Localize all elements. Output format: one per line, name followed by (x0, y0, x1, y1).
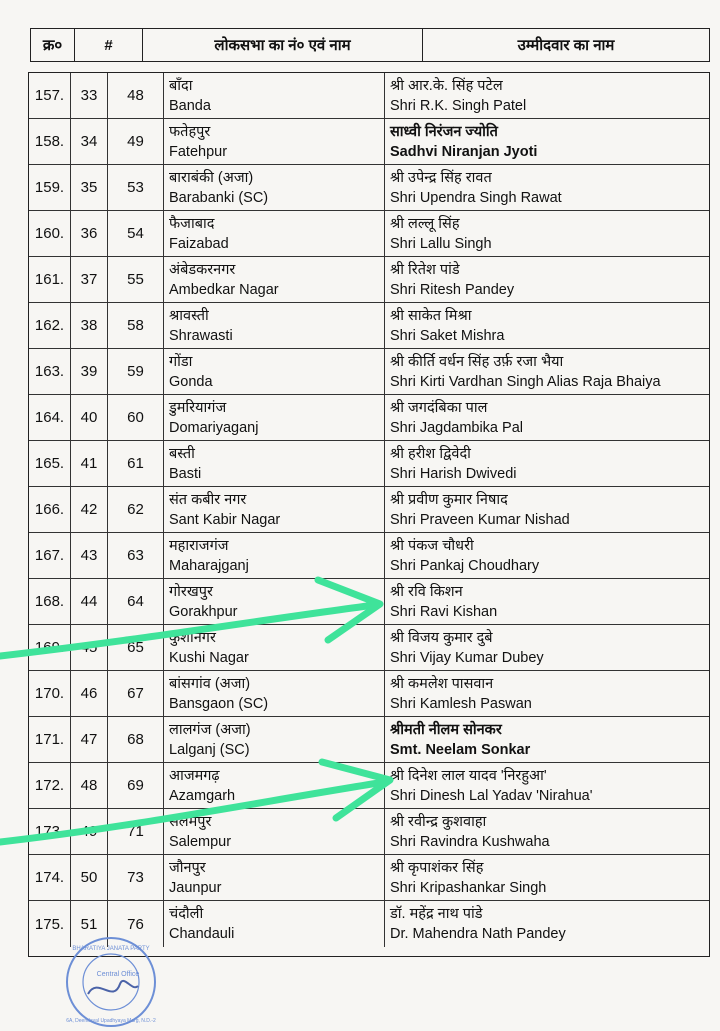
candidate-name-hindi: श्रीमती नीलम सोनकर (390, 721, 502, 738)
constituency-number: 69 (108, 763, 164, 808)
constituency-name-hindi: आजमगढ़ (169, 767, 220, 784)
candidate-name-hindi: श्री जगदंबिका पाल (390, 399, 488, 416)
header-constituency: लोकसभा का नं० एवं नाम (143, 29, 423, 61)
header-candidate: उम्मीदवार का नाम (517, 37, 615, 54)
candidate-name (385, 855, 709, 900)
serial-number: 163. (29, 349, 71, 394)
constituency-name-hindi: कुशीनगर (169, 629, 216, 646)
signature-icon (88, 981, 138, 994)
list-number: 42 (71, 487, 108, 532)
constituency-name (164, 809, 385, 854)
candidate-table (28, 72, 710, 957)
constituency-name-english: Fatehpur (169, 143, 228, 160)
table-row (29, 441, 709, 487)
constituency-name (164, 303, 385, 348)
candidate-name (385, 717, 709, 762)
constituency-name-hindi: बस्ती (169, 445, 195, 462)
candidate-name-hindi: श्री कीर्ति वर्धन सिंह उर्फ़ रजा भैया (390, 353, 564, 370)
list-number: 48 (71, 763, 108, 808)
constituency-name-english: Lalganj (SC) (169, 741, 250, 758)
header-hash: # (75, 29, 143, 61)
candidate-name-english: Shri Jagdambika Pal (390, 419, 523, 436)
candidate-name-english: Shri Upendra Singh Rawat (390, 189, 562, 206)
serial-number: 160. (29, 211, 71, 256)
constituency-name-english: Ambedkar Nagar (169, 281, 279, 298)
constituency-name-hindi: अंबेडकरनगर (169, 261, 236, 278)
table-row (29, 855, 709, 901)
list-number: 38 (71, 303, 108, 348)
constituency-name (164, 625, 385, 670)
candidate-name-english: Smt. Neelam Sonkar (390, 741, 531, 758)
candidate-name (385, 579, 709, 624)
candidate-name-hindi: श्री लल्लू सिंह (390, 215, 460, 232)
candidate-name-hindi: श्री साकेत मिश्रा (390, 307, 472, 324)
table-row (29, 257, 709, 303)
serial-number: 158. (29, 119, 71, 164)
constituency-number: 58 (108, 303, 164, 348)
candidate-name-english: Shri Praveen Kumar Nishad (390, 511, 570, 528)
table-header (30, 28, 710, 62)
serial-number: 166. (29, 487, 71, 532)
list-number: 39 (71, 349, 108, 394)
candidate-name-english: Shri Pankaj Choudhary (390, 557, 540, 574)
candidate-name-hindi: श्री पंकज चौधरी (390, 537, 474, 554)
header-serial: क्र० (31, 29, 75, 61)
list-number: 33 (71, 73, 108, 118)
table-row (29, 303, 709, 349)
serial-number: 165. (29, 441, 71, 486)
candidate-name-hindi: श्री आर.के. सिंह पटेल (390, 77, 503, 94)
candidate-name-hindi: श्री कृपाशंकर सिंह (390, 859, 484, 876)
serial-number: 175. (29, 901, 71, 947)
constituency-name (164, 349, 385, 394)
constituency-name-english: Barabanki (SC) (169, 189, 269, 206)
serial-number: 164. (29, 395, 71, 440)
candidate-name-english: Shri Kripashankar Singh (390, 879, 547, 896)
candidate-name (385, 809, 709, 854)
table-row (29, 671, 709, 717)
constituency-name-english: Faizabad (169, 235, 229, 252)
constituency-name-hindi: सलेमपुर (169, 813, 212, 830)
constituency-name (164, 257, 385, 302)
constituency-name-hindi: महाराजगंज (169, 537, 229, 554)
serial-number: 168. (29, 579, 71, 624)
table-row (29, 533, 709, 579)
candidate-name (385, 119, 709, 164)
table-row (29, 349, 709, 395)
candidate-name (385, 349, 709, 394)
constituency-name-hindi: बाराबंकी (अजा) (169, 169, 254, 186)
constituency-number: 67 (108, 671, 164, 716)
candidate-name-english: Shri Kamlesh Paswan (390, 695, 532, 712)
list-number: 49 (71, 809, 108, 854)
seal-inner-text: Central Office (96, 971, 140, 978)
list-number: 45 (71, 625, 108, 670)
constituency-name-hindi: लालगंज (अजा) (169, 721, 251, 738)
candidate-name-hindi: श्री विजय कुमार दुबे (390, 629, 493, 646)
constituency-name (164, 901, 385, 947)
candidate-name-english: Shri Saket Mishra (390, 327, 505, 344)
constituency-name (164, 211, 385, 256)
list-number: 40 (71, 395, 108, 440)
constituency-number: 53 (108, 165, 164, 210)
constituency-name-english: Chandauli (169, 926, 235, 942)
candidate-name (385, 533, 709, 578)
candidate-name-hindi: श्री रितेश पांडे (390, 261, 460, 278)
constituency-name-english: Azamgarh (169, 787, 236, 804)
candidate-name-hindi: साध्वी निरंजन ज्योति (390, 123, 498, 140)
candidate-name (385, 671, 709, 716)
table-row (29, 73, 709, 119)
constituency-name (164, 441, 385, 486)
candidate-name (385, 395, 709, 440)
constituency-name-hindi: फैजाबाद (169, 215, 215, 232)
table-row (29, 119, 709, 165)
constituency-number: 62 (108, 487, 164, 532)
candidate-name-english: Shri Ravindra Kushwaha (390, 833, 550, 850)
list-number: 44 (71, 579, 108, 624)
constituency-name-english: Banda (169, 97, 211, 114)
candidate-name-english: Shri Vijay Kumar Dubey (390, 649, 544, 666)
constituency-number: 71 (108, 809, 164, 854)
serial-number: 169. (29, 625, 71, 670)
constituency-name-hindi: चंदौली (169, 906, 204, 922)
table-row (29, 763, 709, 809)
constituency-name-hindi: बाँदा (169, 77, 193, 94)
constituency-name (164, 717, 385, 762)
constituency-name-hindi: जौनपुर (169, 859, 206, 876)
candidate-name-english: Shri Dinesh Lal Yadav 'Nirahua' (390, 787, 593, 804)
seal-outer-text: BHARATIYA JANATA PARTY (72, 946, 150, 952)
constituency-number: 49 (108, 119, 164, 164)
constituency-name-english: Maharajganj (169, 557, 249, 574)
constituency-name-english: Domariyaganj (169, 419, 259, 436)
candidate-name (385, 165, 709, 210)
candidate-name-hindi: श्री प्रवीण कुमार निषाद (390, 491, 508, 508)
table-row (29, 487, 709, 533)
constituency-name (164, 763, 385, 808)
candidate-name (385, 73, 709, 118)
serial-number: 171. (29, 717, 71, 762)
constituency-number: 64 (108, 579, 164, 624)
constituency-name (164, 671, 385, 716)
constituency-name (164, 119, 385, 164)
list-number: 34 (71, 119, 108, 164)
candidate-name (385, 763, 709, 808)
table-row (29, 395, 709, 441)
candidate-name (385, 901, 709, 947)
office-seal-icon (58, 936, 164, 1028)
candidate-name-hindi: श्री हरीश द्विवेदी (390, 445, 471, 462)
candidate-name (385, 625, 709, 670)
candidate-name-hindi: श्री कमलेश पासवान (390, 675, 494, 692)
constituency-name-english: Bansgaon (SC) (169, 695, 269, 712)
constituency-number: 48 (108, 73, 164, 118)
constituency-name-english: Gonda (169, 373, 213, 390)
table-row (29, 809, 709, 855)
seal-bottom-text: 6A, Deendayal Upadhyaya Marg, N.D.-2 (66, 1018, 156, 1024)
table-row (29, 579, 709, 625)
candidate-name-hindi: श्री दिनेश लाल यादव 'निरहुआ' (390, 767, 547, 784)
constituency-number: 61 (108, 441, 164, 486)
serial-number: 157. (29, 73, 71, 118)
candidate-name (385, 211, 709, 256)
constituency-number: 55 (108, 257, 164, 302)
constituency-name-hindi: गोरखपुर (169, 583, 213, 600)
constituency-name-english: Jaunpur (169, 879, 222, 896)
constituency-name-hindi: बांसगांव (अजा) (169, 675, 251, 692)
serial-number: 172. (29, 763, 71, 808)
constituency-name (164, 855, 385, 900)
list-number: 46 (71, 671, 108, 716)
constituency-name (164, 579, 385, 624)
list-number: 37 (71, 257, 108, 302)
candidate-name-english: Dr. Mahendra Nath Pandey (390, 926, 566, 942)
candidate-name (385, 303, 709, 348)
list-number: 50 (71, 855, 108, 900)
constituency-name-english: Shrawasti (169, 327, 233, 344)
candidate-name-hindi: श्री रवीन्द्र कुशवाहा (390, 813, 487, 830)
constituency-name-hindi: डुमरियागंज (169, 399, 227, 416)
candidate-name-english: Sadhvi Niranjan Jyoti (390, 143, 538, 160)
constituency-name-english: Kushi Nagar (169, 649, 249, 666)
serial-number: 162. (29, 303, 71, 348)
constituency-number: 65 (108, 625, 164, 670)
list-number: 36 (71, 211, 108, 256)
candidate-name-hindi: श्री उपेन्द्र सिंह रावत (390, 169, 492, 186)
constituency-number: 63 (108, 533, 164, 578)
candidate-name-english: Shri Lallu Singh (390, 235, 492, 252)
serial-number: 159. (29, 165, 71, 210)
candidate-name-english: Shri Ravi Kishan (390, 603, 498, 620)
list-number: 51 (71, 901, 108, 947)
serial-number: 174. (29, 855, 71, 900)
candidate-name-english: Shri R.K. Singh Patel (390, 97, 527, 114)
table-row (29, 165, 709, 211)
constituency-name-english: Gorakhpur (169, 603, 238, 620)
list-number: 35 (71, 165, 108, 210)
table-row (29, 625, 709, 671)
constituency-name (164, 533, 385, 578)
serial-number: 170. (29, 671, 71, 716)
serial-number: 161. (29, 257, 71, 302)
constituency-name-hindi: संत कबीर नगर (169, 491, 247, 508)
constituency-name (164, 487, 385, 532)
constituency-name-hindi: गोंडा (169, 353, 193, 370)
constituency-number: 68 (108, 717, 164, 762)
constituency-name-english: Basti (169, 465, 202, 482)
candidate-name (385, 441, 709, 486)
serial-number: 173. (29, 809, 71, 854)
constituency-name-english: Sant Kabir Nagar (169, 511, 281, 528)
constituency-number: 54 (108, 211, 164, 256)
candidate-name-english: Shri Kirti Vardhan Singh Alias Raja Bhaiya (390, 373, 661, 390)
constituency-name-hindi: श्रावस्ती (169, 307, 209, 324)
serial-number: 167. (29, 533, 71, 578)
constituency-number: 73 (108, 855, 164, 900)
list-number: 47 (71, 717, 108, 762)
list-number: 41 (71, 441, 108, 486)
constituency-name-english: Salempur (169, 833, 232, 850)
candidate-name-hindi: डॉ. महेंद्र नाथ पांडे (390, 906, 483, 922)
constituency-name-hindi: फतेहपुर (169, 123, 211, 140)
table-row (29, 211, 709, 257)
constituency-name (164, 165, 385, 210)
candidate-name-english: Shri Harish Dwivedi (390, 465, 517, 482)
candidate-name (385, 257, 709, 302)
constituency-name (164, 395, 385, 440)
table-row (29, 717, 709, 763)
constituency-number: 59 (108, 349, 164, 394)
constituency-name (164, 73, 385, 118)
list-number: 43 (71, 533, 108, 578)
candidate-name (385, 487, 709, 532)
candidate-name-hindi: श्री रवि किशन (390, 583, 463, 600)
constituency-number: 60 (108, 395, 164, 440)
candidate-name-english: Shri Ritesh Pandey (390, 281, 515, 298)
constituency-number: 76 (108, 901, 164, 947)
